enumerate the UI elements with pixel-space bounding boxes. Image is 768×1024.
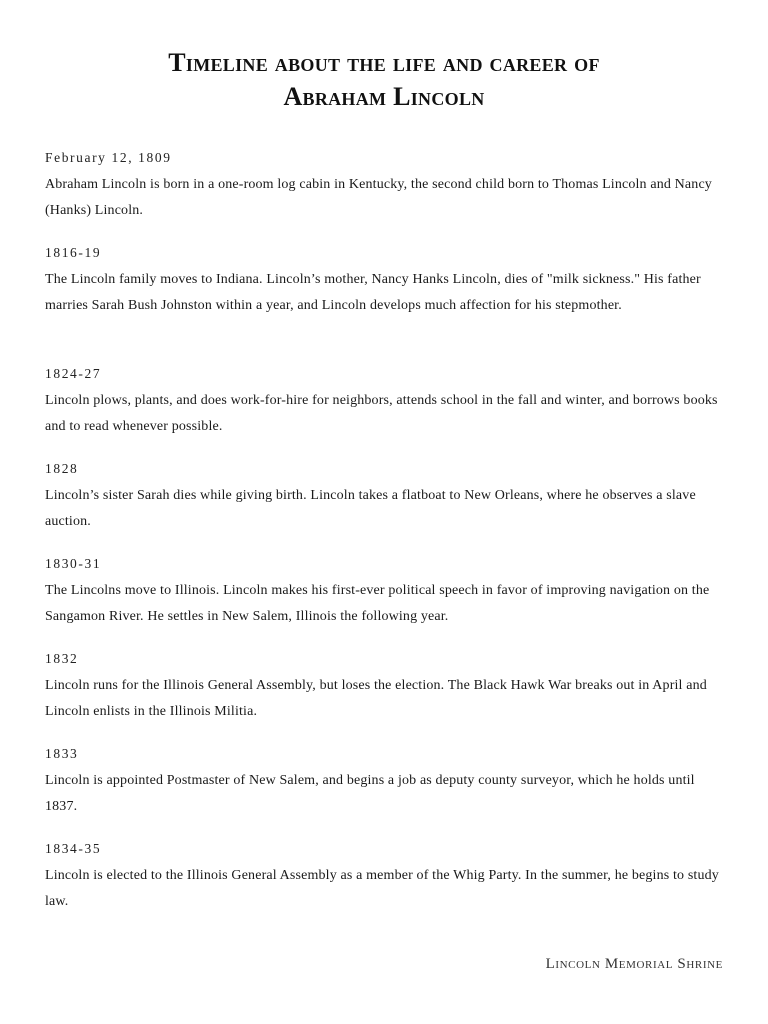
entry-description: Abraham Lincoln is born in a one-room log cabin in Kentucky, the second child born to Thomas Lincoln and Nancy (Hanks) Lincoln.: [45, 177, 712, 218]
entry-date: 1830-31: [45, 556, 102, 571]
entry-description: Lincoln plows, plants, and does work-for-hire for neighbors, attends school in the fall and winter, and borrows books and to read whenever possible.: [45, 393, 718, 434]
entry-date: February 12, 1809: [45, 150, 172, 165]
entry-description: Lincoln is appointed Postmaster of New Salem, and begins a job as deputy county surveyor, which he holds until 1837.: [45, 773, 695, 814]
timeline-entry: [45, 457, 729, 552]
entry-date: 1832: [45, 651, 79, 666]
entry-description: The Lincolns move to Illinois. Lincoln makes his first-ever political speech in favor of improving navigation on the Sangamon River. He settles in New Salem, Illinois the following year.: [45, 583, 710, 624]
entry-date: 1824-27: [45, 366, 102, 381]
timeline-entry: [45, 742, 729, 837]
entry-description: Lincoln is elected to the Illinois General Assembly as a member of the Whig Party. In the summer, he begins to study law.: [45, 868, 719, 909]
timeline-entry: [45, 647, 729, 742]
timeline-entry: [45, 146, 729, 241]
page-title: [60, 46, 708, 114]
entry-description: Lincoln’s sister Sarah dies while giving birth. Lincoln takes a flatboat to New Orleans, where he observes a slave auction.: [45, 488, 696, 529]
footer-credit: Lincoln Memorial Shrine: [545, 956, 723, 972]
title-line-1: Timeline about the life and career of: [168, 48, 600, 77]
entry-date: 1828: [45, 461, 79, 476]
entry-date: 1816-19: [45, 245, 102, 260]
timeline-entry: [45, 837, 729, 932]
entry-date: 1833: [45, 746, 79, 761]
timeline-entry: [45, 552, 729, 647]
entry-date: 1834-35: [45, 841, 102, 856]
entry-description: Lincoln runs for the Illinois General Assembly, but loses the election. The Black Hawk War breaks out in April and Lincoln enlists in the Illinois Militia.: [45, 678, 707, 719]
entry-description: The Lincoln family moves to Indiana. Lincoln’s mother, Nancy Hanks Lincoln, dies of "milk sickness." His father marries Sarah Bush Johnston within a year, and Lincoln develops much affection for his stepmother.: [45, 272, 701, 313]
timeline-entry: [45, 241, 729, 362]
timeline: [45, 146, 729, 932]
timeline-entry: [45, 362, 729, 457]
title-line-2: Abraham Lincoln: [283, 82, 485, 111]
